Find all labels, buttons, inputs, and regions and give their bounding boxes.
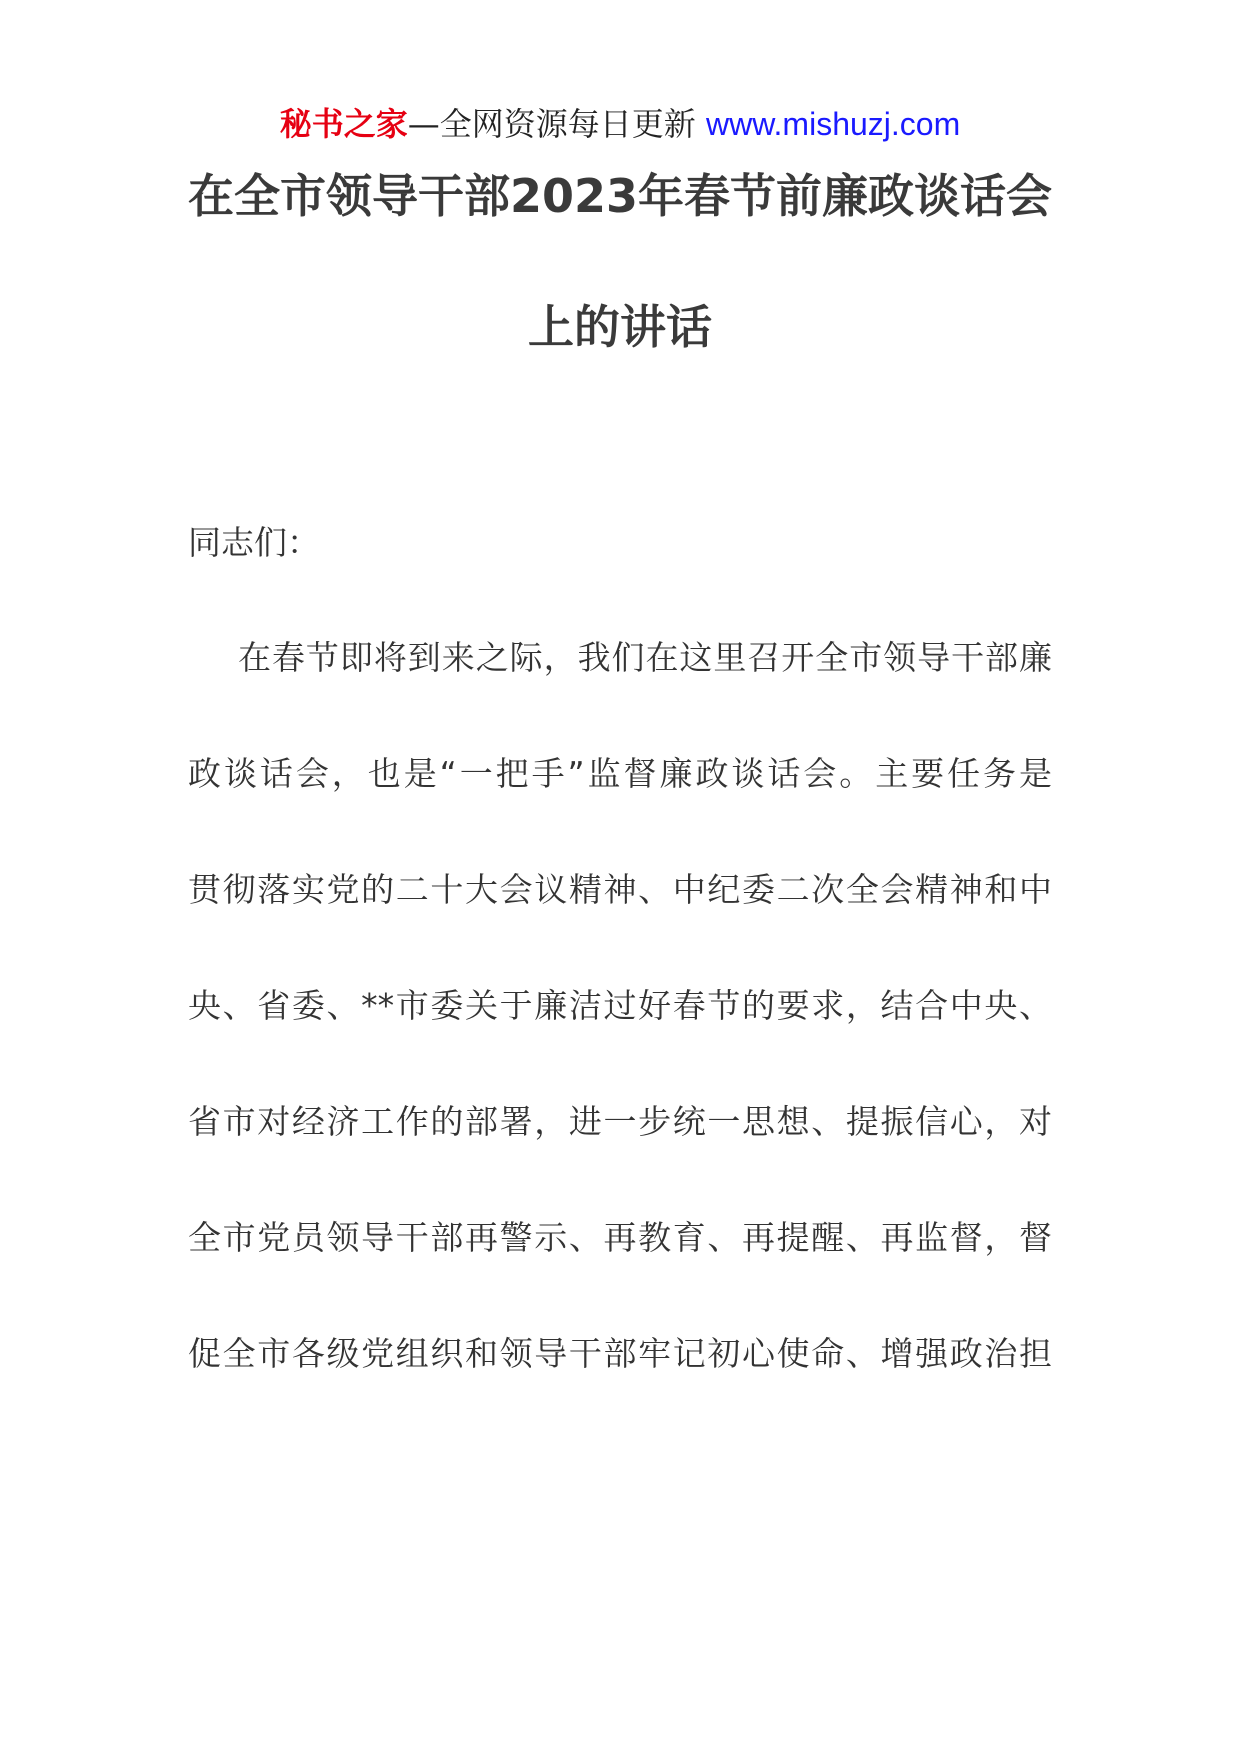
site-header	[0, 96, 1240, 152]
paragraph-line: 省市对经济工作的部署，进一步统一思想、提振信心，对	[188, 1102, 1052, 1141]
document-title-line-2: 上的讲话	[528, 300, 712, 354]
paragraph-line: 贯彻落实党的二十大会议精神、中纪委二次全会精神和中	[188, 870, 1052, 909]
paragraph-line: 在春节即将到来之际，我们在这里召开全市领导干部廉	[238, 638, 1052, 677]
paragraph-line: 政谈话会，也是“一把手”监督廉政谈话会。主要任务是	[188, 754, 1052, 793]
brand-name: 秘书之家	[279, 105, 408, 143]
salutation: 同志们：	[188, 523, 320, 562]
document-title-line-1: 在全市领导干部2023年春节前廉政谈话会	[187, 169, 1053, 223]
site-tagline: —全网资源每日更新	[407, 105, 696, 143]
site-url-link[interactable]: www.mishuzj.com	[705, 106, 961, 142]
paragraph-line: 央、省委、**市委关于廉洁过好春节的要求，结合中央、	[188, 986, 1052, 1025]
paragraph-line: 全市党员领导干部再警示、再教育、再提醒、再监督，督	[188, 1218, 1052, 1257]
paragraph-line: 促全市各级党组织和领导干部牢记初心使命、增强政治担	[188, 1334, 1052, 1373]
